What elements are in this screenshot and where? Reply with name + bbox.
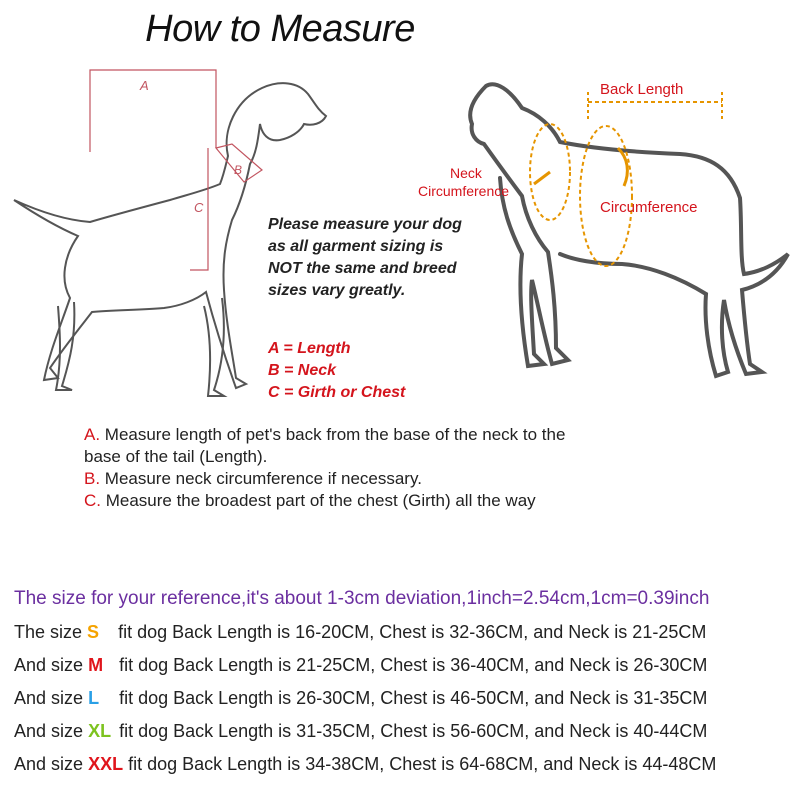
instruction-text: Measure the broadest part of the chest (Girth) all the way — [101, 491, 536, 510]
size-prefix: The size — [14, 622, 83, 642]
instruction-text: Measure neck circumference if necessary. — [100, 469, 422, 488]
instruction-c — [84, 490, 604, 512]
size-code: S — [87, 622, 100, 642]
size-code: L — [88, 688, 100, 708]
size-prefix: And size — [14, 721, 84, 741]
right-dog-outline — [470, 84, 788, 376]
legend-length: A = Length — [268, 340, 351, 357]
circumference-label: Circumference — [600, 199, 698, 216]
label-b: B — [234, 163, 243, 177]
size-desc: fit dog Back Length is 26-30CM, Chest is 46-50CM, and Neck is 31-35CM — [119, 688, 708, 708]
instruction-a — [84, 424, 604, 468]
size-prefix: And size — [14, 688, 84, 708]
size-prefix: And size — [14, 754, 84, 774]
size-row-s — [14, 622, 706, 643]
size-desc: fit dog Back Length is 21-25CM, Chest is 36-40CM, and Neck is 26-30CM — [119, 655, 708, 675]
neck-label-line1: Neck — [450, 165, 482, 181]
label-c: C — [194, 200, 204, 215]
size-desc: fit dog Back Length is 34-38CM, Chest is 64-68CM, and Neck is 44-48CM — [128, 754, 717, 774]
size-desc: fit dog Back Length is 31-35CM, Chest is 56-60CM, and Neck is 40-44CM — [119, 721, 708, 741]
measurement-legend — [268, 338, 405, 404]
note-line: Please measure your dog — [268, 216, 462, 233]
back-length-label: Back Length — [600, 81, 684, 98]
measure-instructions — [84, 424, 604, 512]
legend-girth: C = Girth or Chest — [268, 384, 406, 401]
neck-label-line2: Circumference — [418, 183, 510, 199]
size-row-m — [14, 655, 707, 676]
legend-neck: B = Neck — [268, 362, 337, 379]
page-title: How to Measure — [145, 8, 415, 50]
right-dog-diagram — [410, 68, 800, 408]
size-code: M — [88, 655, 104, 675]
label-a: A — [140, 78, 149, 93]
instruction-text: Measure length of pet's back from the base of the neck to the base of the tail (Length). — [84, 425, 566, 466]
instruction-letter: C. — [84, 491, 101, 510]
length-bracket — [90, 70, 216, 152]
instruction-letter: B. — [84, 469, 101, 488]
size-row-xl — [14, 721, 707, 742]
size-desc: fit dog Back Length is 16-20CM, Chest is 32-36CM, and Neck is 21-25CM — [118, 622, 707, 642]
size-row-xxl — [14, 754, 716, 775]
note-line: NOT the same and breed — [268, 260, 457, 277]
size-reference: The size for your reference,it's about 1-3cm deviation,1inch=2.54cm,1cm=0.39inch — [14, 588, 710, 609]
size-prefix: And size — [14, 655, 84, 675]
instruction-b — [84, 468, 604, 490]
note-line: as all garment sizing is — [268, 238, 444, 255]
size-code: XL — [88, 721, 112, 741]
instruction-letter: A. — [84, 425, 101, 444]
size-row-l — [14, 688, 707, 709]
size-code: XXL — [88, 754, 124, 774]
note-line: sizes vary greatly. — [268, 282, 406, 299]
